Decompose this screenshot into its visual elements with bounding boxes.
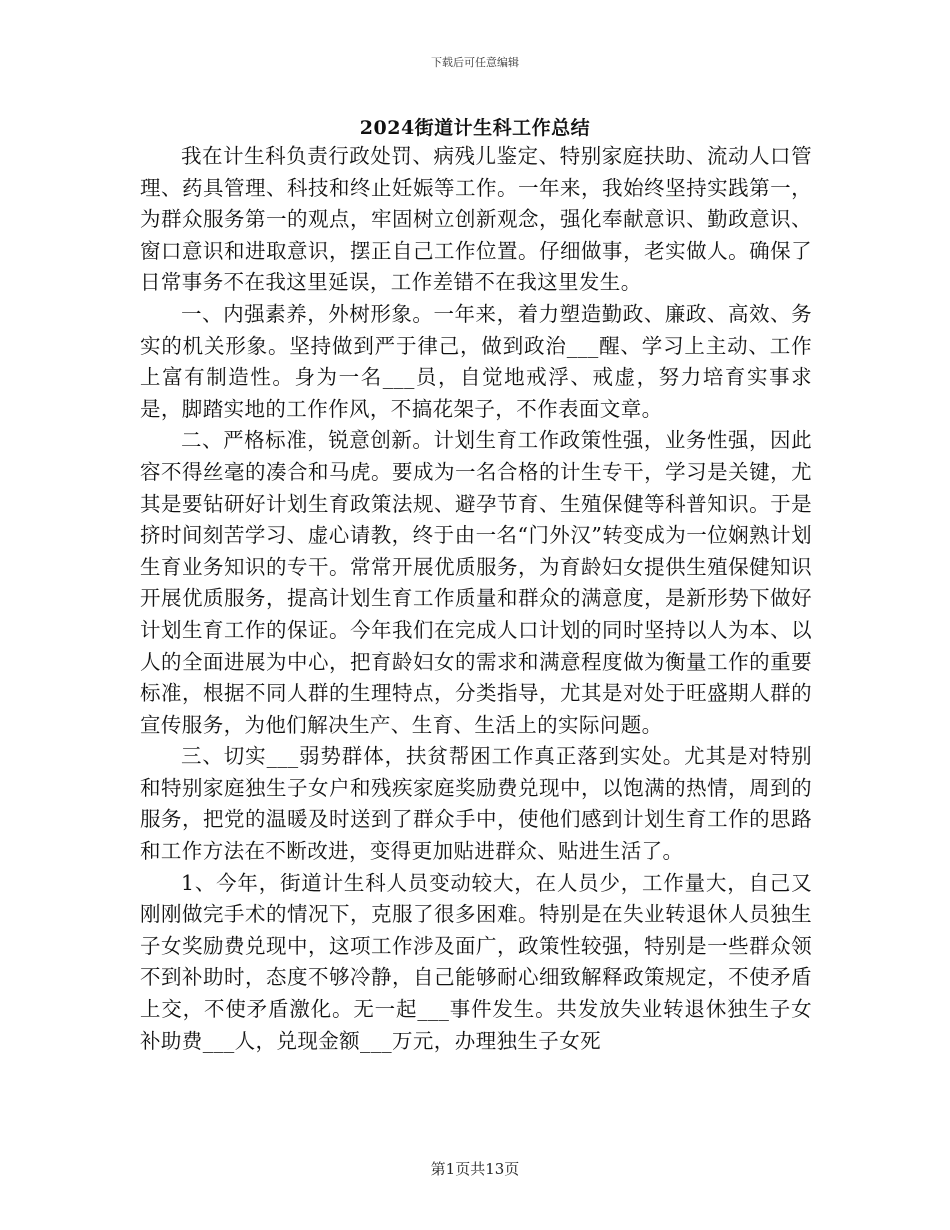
- header-note: 下载后可任意编辑: [431, 56, 519, 69]
- page-number: 第1页共13页: [430, 1160, 520, 1178]
- paragraph-item-1: 1、今年，街道计生科人员变动较大，在人员少，工作量大，自己又刚刚做完手术的情况下，克服了很多困难。特别是在失业转退休人员独生子女奖励费兑现中，这项工作涉及面广，政策性较强，特别是一些群众领不到补助时，态度不够冷静，自己能够耐心细致解释政策规定，不使矛盾上交，不使矛盾激化。无一起___事件发生。共发放失业转退休独生子女补助费___人，兑现金额___万元，办理独生子女死: [140, 870, 812, 1053]
- paragraph-intro: 我在计生科负责行政处罚、病残儿鉴定、特别家庭扶助、流动人口管理、药具管理、科技和终止妊娠等工作。一年来，我始终坚持实践第一，为群众服务第一的观点，牢固树立创新观念，强化奉献意识、勤政意识、窗口意识和进取意识，摆正自己工作位置。仔细做事，老实做人。确保了日常事务不在我这里延误，工作差错不在我这里发生。: [140, 144, 812, 295]
- document-title: 2024街道计生科工作总结: [359, 117, 591, 139]
- paragraph-section-1: 一、内强素养，外树形象。一年来，着力塑造勤政、廉政、高效、务实的机关形象。坚持做到严于律己，做到政治___醒、学习上主动、工作上富有制造性。身为一名___员，自觉地戒浮、戒虚，努力培育实事求是，脚踏实地的工作作风，不搞花架子，不作表面文章。: [140, 301, 812, 421]
- paragraph-section-2: 二、严格标准，锐意创新。计划生育工作政策性强，业务性强，因此容不得丝毫的凑合和马虎。要成为一名合格的计生专干，学习是关键，尤其是要钻研好计划生育政策法规、避孕节育、生殖保健等科普知识。于是挤时间刻苦学习、虚心请教，终于由一名“门外汉”转变成为一位娴熟计划生育业务知识的专干。常常开展优质服务，为育龄妇女提供生殖保健知识开展优质服务，提高计划生育工作质量和群众的满意度，是新形势下做好计划生育工作的保证。今年我们在完成人口计划的同时坚持以人为本、以人的全面进展为中心，把育龄妇女的需求和满意程度做为衡量工作的重要标准，根据不同人群的生理特点，分类指导，尤其是对处于旺盛期人群的宣传服务，为他们解决生产、生育、生活上的实际问题。: [140, 428, 812, 737]
- document-body: [140, 141, 812, 1057]
- paragraph-section-3: 三、切实___弱势群体，扶贫帮困工作真正落到实处。尤其是对特别和特别家庭独生子女户和残疾家庭奖励费兑现中，以饱满的热情，周到的服务，把党的温暖及时送到了群众手中，使他们感到计划生育工作的思路和工作方法在不断改进，变得更加贴进群众、贴进生活了。: [140, 744, 812, 864]
